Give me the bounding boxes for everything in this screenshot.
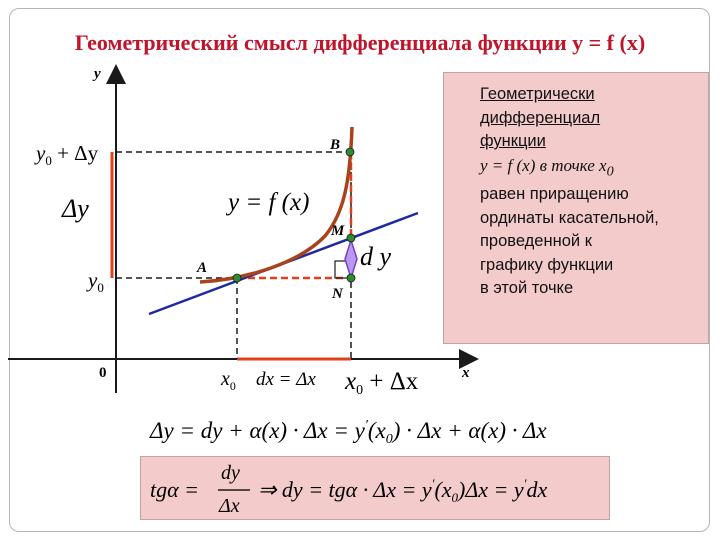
info-line-4-sub: 0 [606,162,614,179]
label-y0: $y_0$ [88,268,104,295]
origin-label: 0 [99,365,107,381]
slide-title: Геометрический смысл дифференциала функции y = f (x) [74,30,646,55]
label-x0: $x_0$ [221,368,236,393]
formula-differential: Δy = dy + $\alpha(x) \cdot \Delta x = y'(x_0) \cdot \Delta x + \alpha(x) \cdot \Delta x$ [150,418,547,447]
formula-tg-right: ⇒ dy = $tg\alpha \cdot \Delta x = y'(x_0)\Delta x = y'dx$ [258,476,548,505]
y-axis-label: y [94,66,101,82]
x-axis-label: x [462,365,470,381]
info-box [443,72,709,344]
point-a-label: A [197,260,208,276]
info-line-9: в этой точке [480,279,574,298]
info-line-8: графику функции [480,255,614,274]
label-dy: d y [360,242,392,271]
formula-tg-numerator: dy [221,462,240,484]
label-y0-plus-dy: $y_0 + \Delta y$ [36,141,99,168]
label-delta-y: Δy [62,194,89,223]
info-line-4 [480,154,700,184]
info-line-1: Геометрически [480,85,595,103]
info-line-5: равен приращению [480,185,629,204]
label-x0-plus-dx: $x_0 + \Delta x$ [345,368,419,398]
label-function: y = f (x) [228,189,310,216]
info-line-3: функции [480,132,546,150]
info-line-4-text: y = f (x) в точке x [480,155,607,175]
formula-tg-left: tgα = [150,477,200,502]
info-line-6: ординаты касательной, [480,208,659,227]
label-dx-eq: dx = Δx [256,369,316,390]
info-line-2: дифференциал [480,108,601,127]
point-m-label: M [331,223,345,239]
point-n-label: N [332,286,343,302]
formula-tg-denominator: Δx [219,495,240,517]
info-line-7: проведенной к [480,232,592,251]
point-b-label: B [330,137,341,153]
